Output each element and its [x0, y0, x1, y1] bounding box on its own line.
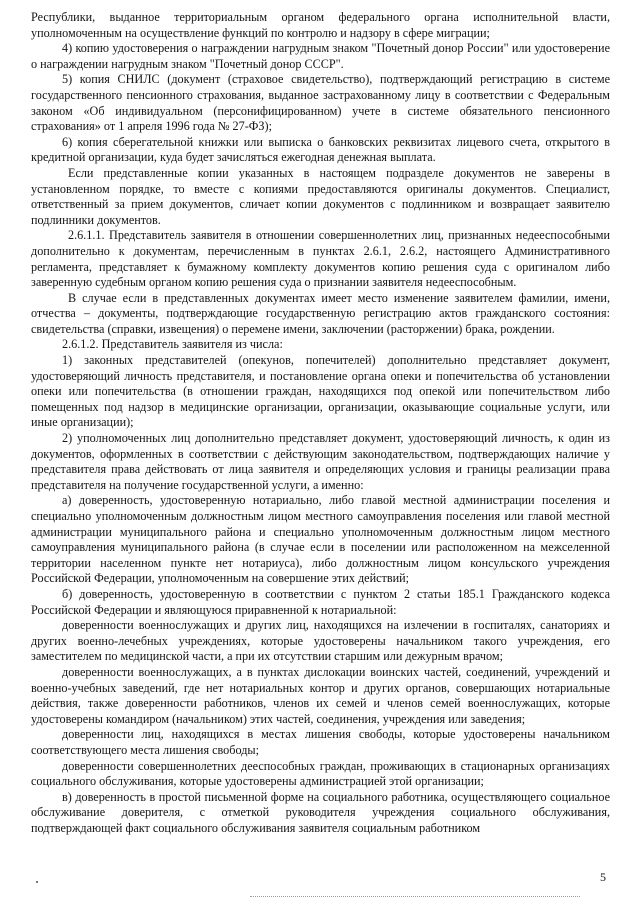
paragraph-legal-representatives: 1) законных представителей (опекунов, попечителей) дополнительно представляет документ, удостоверяющий личность представителя, и постановление органа опеки и попечительства об установлении опеки или попечительства (в отношении граждан, находящихся под опекой или попечительством либо помещенных под надзор в медицинские организации, организации, оказывающие социальные услуги, или иные организации);	[31, 353, 610, 430]
paragraph-authorized-persons: 2) уполномоченных лиц дополнительно представляет документ, удостоверяющий личность, к один из документов, оформленных в соответствии с действующим законодательством, подтверждающих наличие у представителя права действовать от лица заявителя и определяющих условия и границы реализации права представителя на получение государственной услуги, а именно:	[31, 431, 610, 492]
page-number: 5	[600, 870, 606, 884]
paragraph-notarized-power: а) доверенность, удостоверенную нотариально, либо главой местной администрации поселения и специально уполномоченным должностным лицом местного самоуправления поселения или главой местной администрации муниципального района и специально уполномоченным должностным лицом местного самоуправления муниципального района (в случае если в поселении или расположенном на межселенной территории населенном пункте нет нотариуса), либо должностным лицом консульского учреждения Российской Федерации, уполномоченным на совершение этих действий;	[31, 493, 610, 586]
paragraph-2-6-1-1: 2.6.1.1. Представитель заявителя в отношении совершеннолетних лиц, признанных недееспособными дополнительно к документам, перечисленным в пунктах 2.6.1, 2.6.2, настоящего Административного регламента, представляет к бумажному комплекту документов копию решения суда с оригиналом либо заверенную судебным органом копию решения суда о признании заявителя недееспособным.	[31, 228, 610, 290]
paragraph-social-worker: в) доверенность в простой письменной форме на социального работника, осуществляющего социальное обслуживание доверителя, с отметкой руководителя учреждения социального обслуживания, подтверждающей факт социального обслуживания заявителя социальным работником	[31, 789, 610, 835]
paragraph-civil-code-power: б) доверенность, удостоверенную в соответствии с пунктом 2 статьи 185.1 Гражданского кодекса Российской Федерации и являющуюся приравненной к нотариальной:	[31, 586, 610, 617]
paragraph-residence-permit: Республики, выданное территориальным органом федерального органа исполнительной власти, уполномоченным на осуществление функций по контролю и надзору в сфере миграции;	[31, 10, 610, 40]
scan-speck	[36, 881, 38, 883]
bottom-rule	[250, 896, 580, 897]
paragraph-social-organizations: доверенности совершеннолетних дееспособных граждан, проживающих в стационарных организациях социального обслуживания, которые удостоверены администрацией этой организации;	[31, 758, 610, 789]
paragraph-military-units: доверенности военнослужащих, а в пунктах дислокации воинских частей, соединений, учреждений и военно-учебных заведений, где нет нотариальных контор и других органов, совершающих нотариальные действия, также доверенности работников, членов их семей и членов семей военнослужащих, которые удостоверены командиром (начальником) этих частей, соединения, учреждения или заведения;	[31, 664, 610, 726]
paragraph-copies-verification: Если представленные копии указанных в настоящем подразделе документов не заверены в установленном порядке, то вместе с копиями предоставляются оригиналы документов. Специалист, ответственный за прием документов, сличает копии документов с подлинником и возвращает заявителю подлинники документов.	[31, 165, 610, 227]
paragraph-name-change: В случае если в представленных документах имеет место изменение заявителем фамилии, имени, отчества – документы, подтверждающие государственную регистрацию актов гражданского состояния: свидетельства (справки, извещения) о перемене имени, заключении (расторжении) брака, рождении.	[31, 290, 610, 336]
paragraph-2-6-1-2: 2.6.1.2. Представитель заявителя из числа:	[62, 337, 283, 352]
paragraph-military-hospital: доверенности военнослужащих и других лиц, находящихся на излечении в госпиталях, санаториях и других военно-лечебных учреждениях, которые удостоверены начальником такого учреждения, его заместителем по медицинской части, а при их отсутствии старшим или дежурным врачом;	[31, 618, 610, 664]
paragraph-donor-certificate: 4) копию удостоверения о награждении нагрудным знаком "Почетный донор России" или удостоверение о награждении нагрудным знаком "Почетный донор СССР".	[31, 41, 610, 71]
paragraph-savings-book: 6) копия сберегательной книжки или выписка о банковских реквизитах лицевого счета, открытого в кредитной организации, куда будет зачисляться ежегодная денежная выплата.	[31, 134, 610, 165]
paragraph-snils: 5) копия СНИЛС (документ (страховое свидетельство), подтверждающий регистрацию в системе государственного пенсионного страхования, выданное застрахованному лицу в соответствии с Федеральным законом «Об индивидуальном (персонифицированном) учете в системе обязательного пенсионного страхования» от 1 апреля 1996 года № 27-ФЗ);	[31, 72, 610, 134]
document-body	[31, 10, 610, 836]
paragraph-prison: доверенности лиц, находящихся в местах лишения свободы, которые удостоверены начальником соответствующего места лишения свободы;	[31, 727, 610, 757]
